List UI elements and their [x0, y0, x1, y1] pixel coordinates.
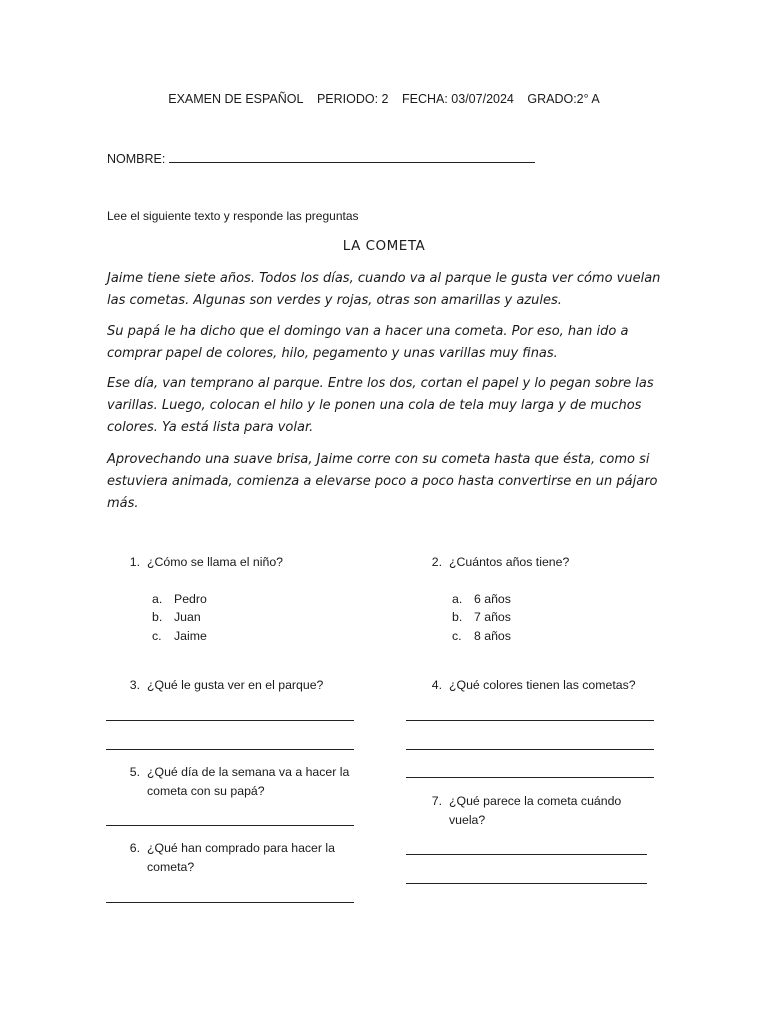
option-letter: a.	[152, 592, 163, 606]
q2-option-a[interactable]	[452, 590, 511, 609]
option-letter: a.	[452, 592, 463, 606]
q3-answer-line-2[interactable]	[106, 749, 354, 750]
question-7	[424, 792, 664, 832]
option-letter: c.	[152, 629, 162, 643]
q2-option-b[interactable]	[452, 608, 511, 627]
instruction: Lee el siguiente texto y responde las preguntas	[107, 209, 359, 223]
question-3	[122, 676, 362, 696]
question-text: ¿Qué día de la semana va a hacer la cometa con su papá?	[147, 765, 350, 798]
option-text: Juan	[174, 610, 201, 624]
question-text: ¿Qué colores tienen las cometas?	[449, 678, 636, 692]
exam-header	[0, 92, 768, 106]
question-6	[122, 839, 362, 879]
q4-answer-line-3[interactable]	[406, 777, 654, 778]
q2-option-c[interactable]	[452, 627, 511, 646]
q1-option-c[interactable]	[152, 627, 207, 646]
exam-title: EXAMEN DE ESPAÑOL	[168, 92, 304, 106]
q5-answer-line-1[interactable]	[106, 825, 354, 826]
question-text: ¿Qué han comprado para hacer la cometa?	[147, 841, 335, 874]
question-text: ¿Qué parece la cometa cuándo vuela?	[449, 794, 622, 827]
q4-answer-line-1[interactable]	[406, 720, 654, 721]
q7-answer-line-1[interactable]	[406, 854, 647, 855]
question-number: 5.	[129, 765, 140, 779]
name-row	[107, 150, 535, 166]
option-letter: c.	[452, 629, 462, 643]
question-text: ¿Qué le gusta ver en el parque?	[147, 678, 324, 692]
option-letter: b.	[152, 610, 163, 624]
story-paragraph-2: Su papá le ha dicho que el domingo van a hacer una cometa. Por eso, han ido a comprar papel de colores, hilo, pegamento y unas varillas muy finas.	[107, 324, 629, 361]
q1-option-a[interactable]	[152, 590, 207, 609]
question-number: 2.	[431, 555, 442, 569]
option-text: Pedro	[174, 592, 207, 606]
story-title: LA COMETA	[342, 238, 426, 254]
option-letter: b.	[452, 610, 463, 624]
question-1	[122, 553, 362, 573]
story-paragraph-3: Ese día, van temprano al parque. Entre los dos, cortan el papel y lo pegan sobre las varillas. Luego, colocan el hilo y le ponen una cola de tela muy larga y de muchos colores. Ya está lista para volar.	[107, 376, 654, 435]
story-paragraph-4: Aprovechando una suave brisa, Jaime corre con su cometa hasta que ésta, como si estuviera animada, comienza a elevarse poco a poco hasta convertirse en un pájaro más.	[107, 452, 658, 511]
question-number: 7.	[431, 794, 442, 808]
option-text: 8 años	[474, 629, 511, 643]
q3-answer-line-1[interactable]	[106, 720, 354, 721]
question-text: ¿Cuántos años tiene?	[449, 555, 570, 569]
question-text: ¿Cómo se llama el niño?	[147, 555, 284, 569]
q1-option-b[interactable]	[152, 608, 201, 627]
name-label: NOMBRE:	[107, 152, 166, 166]
exam-grade: GRADO:2° A	[527, 92, 600, 106]
option-text: Jaime	[174, 629, 207, 643]
question-number: 6.	[129, 841, 140, 855]
exam-period: PERIODO: 2	[316, 92, 389, 106]
option-text: 7 años	[474, 610, 511, 624]
question-2	[424, 553, 664, 573]
question-number: 4.	[431, 678, 442, 692]
name-answer-line[interactable]	[169, 150, 535, 163]
question-number: 3.	[129, 678, 140, 692]
q7-answer-line-2[interactable]	[406, 883, 647, 884]
question-4	[424, 676, 664, 696]
q4-answer-line-2[interactable]	[406, 749, 654, 750]
option-text: 6 años	[474, 592, 511, 606]
q6-answer-line-1[interactable]	[106, 902, 354, 903]
question-5	[122, 763, 362, 803]
exam-date: FECHA: 03/07/2024	[402, 92, 514, 106]
story-paragraph-1: Jaime tiene siete años. Todos los días, cuando va al parque le gusta ver cómo vuelan las cometas. Algunas son verdes y rojas, otras son amarillas y azules.	[107, 271, 661, 308]
question-number: 1.	[129, 555, 140, 569]
